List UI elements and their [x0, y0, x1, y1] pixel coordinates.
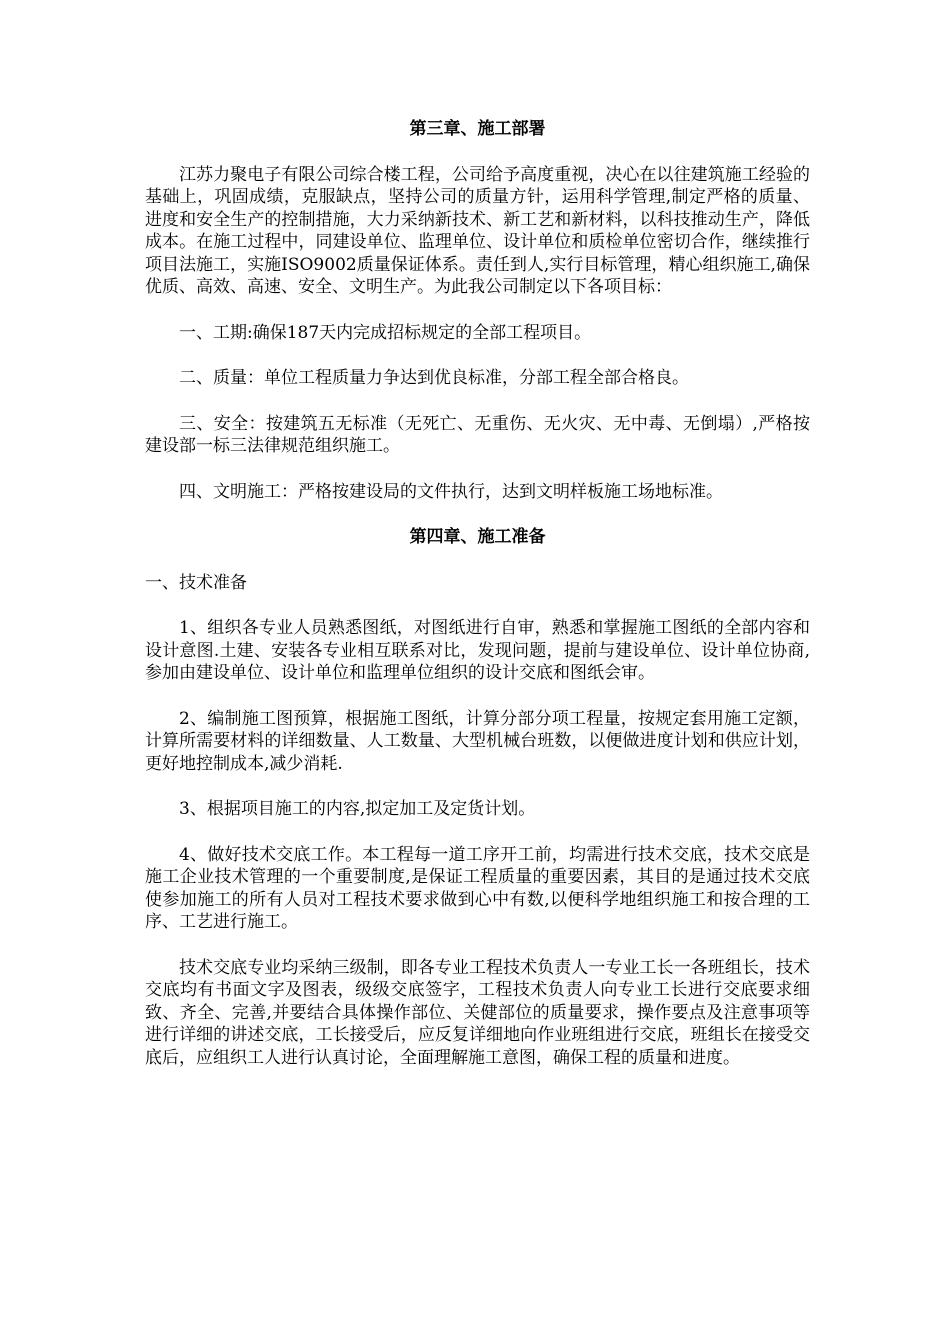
technical-briefing-levels: 技术交底专业均采纳三级制，即各专业工程技术负责人一专业工长一各班组长，技术交底均有书面文字及图表，级级交底签字，工程技术负责人向专业工长进行交底要求细致、齐全、完善,并要结合具体操作部位、关健部位的质量要求，操作要点及注意事项等进行详细的讲述交底，工长接受后，应反复详细地向作业班组进行交底，班组长在接受交底后，应组织工人进行认真讨论，全面理解施工意图，确保工程的质量和进度。	[145, 957, 810, 1068]
item-2-budget: 2、编制施工图预算，根据施工图纸，计算分部分项工程量，按规定套用施工定额，计算所需要材料的详细数量、人工数量、大型机械台班数，以便做进度计划和供应计划，更好地控制成本,减少消耗.	[145, 708, 810, 774]
goal-schedule: 一、工期:确保187天内完成招标规定的全部工程项目。	[179, 322, 592, 343]
chapter-4-title: 第四章、施工准备	[409, 527, 546, 547]
item-4-technical-briefing: 4、做好技术交底工作。本工程每一道工序开工前，均需进行技术交底，技术交底是施工企业技术管理的一个重要制度,是保证工程质量的重要因素，其目的是通过技术交底使参加施工的所有人员对工程技术要求做到心中有数,以便科学地组织施工和按合理的工序、工艺进行施工。	[145, 844, 810, 932]
chapter-3-title: 第三章、施工部署	[409, 119, 546, 139]
document-page	[145, 118, 810, 1069]
section-technical-preparation: 一、技术准备	[145, 572, 247, 593]
item-3-procurement-plan: 3、根据项目施工的内容,拟定加工及定货计划。	[179, 799, 536, 819]
item-1-drawings: 1、组织各专业人员熟悉图纸，对图纸进行自审，熟悉和掌握施工图纸的全部内容和设计意图.土建、安装各专业相互联系对比，发现问题，提前与建设单位、设计单位协商,参加由建设单位、设计单位和监理单位组织的设计交底和图纸会审。	[145, 618, 810, 683]
goal-civilized-construction: 四、文明施工：严格按建设局的文件执行，达到文明样板施工场地标准。	[179, 481, 723, 502]
chapter-3-intro: 江苏力聚电子有限公司综合楼工程，公司给予高度重视，决心在以往建筑施工经验的基础上，巩固成绩，克服缺点，坚持公司的质量方针，运用科学管理,制定严格的质量、进度和安全生产的控制措施，大力采纳新技术、新工艺和新材料，以科技推动生产，降低成本。在施工过程中，同建设单位、监理单位、设计单位和质检单位密切合作，继续推行项目法施工，实施ISO9002质量保证体系。责任到人,实行目标管理，精心组织施工,确保优质、高效、高速、安全、文明生产。为此我公司制定以下各项目标：	[145, 164, 810, 297]
goal-quality: 二、质量：单位工程质量力争达到优良标准，分部工程全部合格良。	[179, 368, 689, 388]
goal-safety: 三、安全：按建筑五无标准（无死亡、无重伤、无火灾、无中毒、无倒塌）,严格按建设部一标三法律规范组织施工。	[145, 413, 810, 456]
